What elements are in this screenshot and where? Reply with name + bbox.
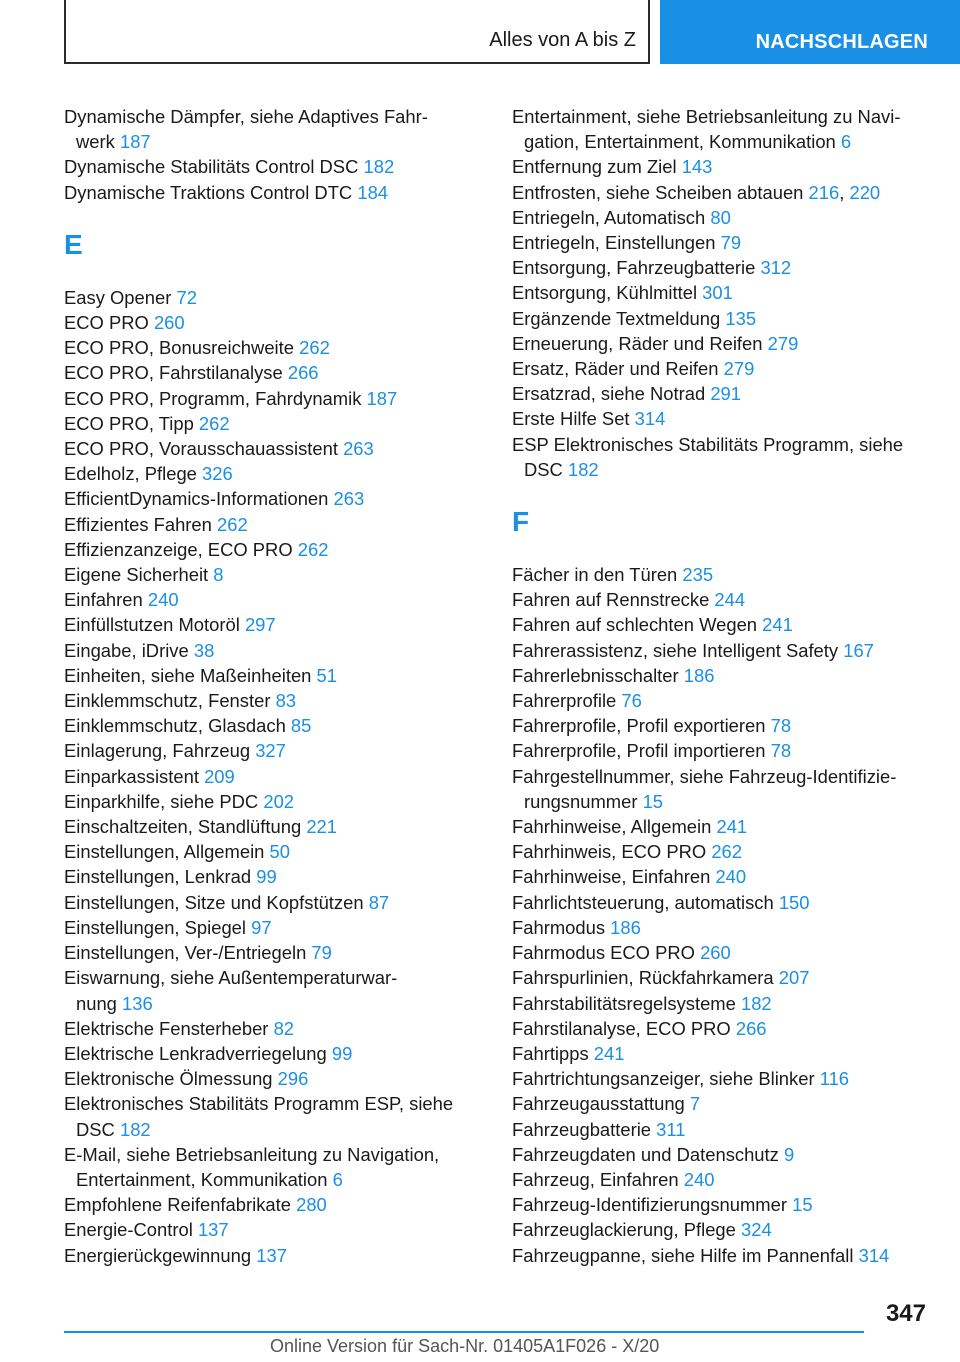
page-reference-link[interactable]: 182 bbox=[363, 156, 395, 178]
index-entry-term: Fahrstilanalyse, ECO PRO bbox=[512, 1017, 731, 1039]
page-reference-link[interactable]: 8 bbox=[213, 564, 224, 586]
index-entry-term: Effizientes Fahren bbox=[64, 513, 212, 535]
index-entry-term: Fahrmodus bbox=[512, 916, 606, 938]
index-entry-term: Eiswarnung, siehe Außentemperaturwar- bbox=[64, 967, 398, 989]
index-entry-term: Easy Opener bbox=[64, 286, 172, 308]
index-entry-term: EfficientDynamics-Informationen bbox=[64, 488, 329, 510]
index-entry bbox=[64, 663, 484, 688]
index-entry-term: Elektronische Ölmessung bbox=[64, 1068, 273, 1090]
page-reference-link[interactable]: 324 bbox=[741, 1219, 772, 1241]
index-entry bbox=[64, 180, 484, 205]
index-entry bbox=[64, 864, 484, 889]
index-entry bbox=[64, 154, 484, 179]
page-reference-link[interactable]: 262 bbox=[297, 538, 329, 560]
index-entry-term: Entsorgung, Fahrzeugbatterie bbox=[512, 257, 756, 279]
index-entry-term: Fahrerprofile bbox=[512, 690, 617, 712]
index-entry-term-continued: DSC bbox=[76, 1118, 115, 1140]
index-entry bbox=[64, 1243, 484, 1268]
page-reference-link[interactable]: 241 bbox=[762, 614, 793, 636]
page-reference-link[interactable]: 314 bbox=[634, 408, 666, 430]
page-reference-link[interactable]: 291 bbox=[710, 383, 742, 405]
index-entry bbox=[64, 537, 484, 562]
index-entry-term: Effizienzanzeige, ECO PRO bbox=[64, 538, 293, 560]
page-reference-link[interactable]: 15 bbox=[642, 790, 664, 812]
index-entry bbox=[64, 688, 484, 713]
section-title: Alles von A bis Z bbox=[489, 29, 636, 51]
index-entry: Entfrosten, siehe Scheiben abtauen 216, 220 bbox=[512, 181, 881, 203]
index-entry bbox=[64, 1192, 484, 1217]
index-entry-term: Fahrerassistenz, siehe Intelligent Safety bbox=[512, 639, 839, 661]
index-entry-term: Fahrzeugdaten und Datenschutz bbox=[512, 1143, 779, 1165]
index-entry bbox=[64, 1091, 484, 1141]
page-reference-link[interactable]: 220 bbox=[849, 181, 881, 203]
page-reference-link[interactable]: 327 bbox=[255, 740, 286, 762]
index-entry bbox=[512, 1117, 932, 1142]
page-reference-link[interactable]: 78 bbox=[770, 740, 792, 762]
page-reference-link[interactable]: 216 bbox=[808, 181, 840, 203]
page-reference-link[interactable]: 240 bbox=[715, 866, 747, 888]
index-entry bbox=[512, 965, 932, 990]
index-entry bbox=[64, 1217, 484, 1242]
page-reference-link[interactable]: 221 bbox=[306, 816, 338, 838]
page-reference-link[interactable]: 116 bbox=[819, 1068, 850, 1090]
header-chapter-tab[interactable] bbox=[660, 0, 960, 64]
page-reference-link[interactable]: 326 bbox=[202, 463, 233, 485]
page-reference-link[interactable]: 137 bbox=[256, 1244, 287, 1266]
index-entry bbox=[64, 839, 484, 864]
page-reference-link[interactable]: 51 bbox=[316, 664, 338, 686]
index-entry-term: ECO PRO, Tipp bbox=[64, 412, 194, 434]
index-entry bbox=[64, 638, 484, 663]
index-entry-term: Einklemmschutz, Glasdach bbox=[64, 715, 286, 737]
page-reference-link[interactable]: 167 bbox=[843, 639, 874, 661]
page-reference-link[interactable]: 15 bbox=[792, 1194, 813, 1216]
index-entry-term: Einheiten, siehe Maßeinheiten bbox=[64, 664, 312, 686]
footer-divider bbox=[64, 1331, 864, 1333]
index-entry bbox=[512, 915, 932, 940]
index-entry bbox=[512, 764, 932, 814]
index-entry-term: Dynamische Stabilitäts Control DSC bbox=[64, 156, 359, 178]
index-entry bbox=[512, 280, 932, 305]
page-reference-link[interactable]: 241 bbox=[716, 816, 748, 838]
page-number: 347 bbox=[885, 1300, 926, 1327]
index-entry bbox=[64, 562, 484, 587]
index-entry-term: Fahrgestellnummer, siehe Fahrzeug-Identifizie- bbox=[512, 765, 897, 787]
index-entry bbox=[512, 940, 932, 965]
index-entry-term: Entertainment, siehe Betriebsanleitung zu Navi- bbox=[512, 106, 901, 127]
index-entry-term: E-Mail, siehe Betriebsanleitung zu Navigation, bbox=[64, 1143, 440, 1165]
index-entry-term: Ersatzrad, siehe Notrad bbox=[512, 383, 706, 405]
index-entry-term: Entsorgung, Kühlmittel bbox=[512, 282, 698, 304]
index-letter: F bbox=[512, 506, 530, 538]
index-entry-term: Einstellungen, Lenkrad bbox=[64, 866, 252, 888]
index-entry bbox=[512, 1142, 932, 1167]
index-entry-term: Fahren auf Rennstrecke bbox=[512, 589, 710, 611]
index-entry bbox=[512, 1091, 932, 1116]
page-reference-link[interactable]: 314 bbox=[858, 1244, 890, 1266]
page-reference-link[interactable]: 209 bbox=[204, 765, 235, 787]
index-entry bbox=[64, 360, 484, 385]
page-reference-link[interactable]: 186 bbox=[610, 916, 641, 938]
index-entry bbox=[64, 713, 484, 738]
index-entry-term: Dynamische Dämpfer, siehe Adaptives Fahr- bbox=[64, 106, 428, 127]
page-reference-link[interactable]: 9 bbox=[783, 1143, 795, 1165]
page-reference-link[interactable]: 280 bbox=[296, 1194, 327, 1216]
index-entry-term-continued: gation, Entertainment, Kommunikation bbox=[524, 131, 836, 153]
page-reference-link[interactable]: 82 bbox=[273, 1017, 295, 1039]
index-entry bbox=[512, 890, 932, 915]
index-entry bbox=[64, 890, 484, 915]
page-reference-link[interactable]: 311 bbox=[656, 1118, 686, 1140]
page-reference-link[interactable]: 83 bbox=[275, 690, 297, 712]
page-reference-link[interactable]: 240 bbox=[683, 1168, 715, 1190]
index-entry bbox=[512, 406, 932, 431]
index-entry-term: Elektrische Lenkradverriegelung bbox=[64, 1042, 327, 1064]
index-entry bbox=[64, 1142, 484, 1192]
index-entry bbox=[64, 814, 484, 839]
index-entry-term: Energie-Control bbox=[64, 1219, 193, 1241]
index-entry bbox=[64, 411, 484, 436]
index-entry-term: Erneuerung, Räder und Reifen bbox=[512, 332, 763, 354]
index-entry bbox=[64, 965, 484, 1015]
page-reference-link[interactable]: 262 bbox=[711, 841, 742, 863]
page-reference-link[interactable]: 79 bbox=[720, 232, 742, 254]
index-entry bbox=[512, 331, 932, 356]
page-reference-link[interactable]: 87 bbox=[368, 891, 390, 913]
page-reference-link[interactable]: 85 bbox=[290, 715, 312, 737]
page-reference-link[interactable]: 136 bbox=[122, 992, 153, 1014]
page-reference-link[interactable]: 262 bbox=[299, 337, 330, 359]
index-entry bbox=[512, 839, 932, 864]
index-entry-term: Einlagerung, Fahrzeug bbox=[64, 740, 251, 762]
index-entry-term: Energierückgewinnung bbox=[64, 1244, 252, 1266]
index-entry bbox=[512, 864, 932, 889]
index-entry-term-continued: nung bbox=[76, 992, 117, 1014]
index-entry bbox=[64, 310, 484, 335]
index-entry bbox=[64, 512, 484, 537]
index-entry bbox=[512, 688, 932, 713]
index-entry-term: ECO PRO, Vorausschauassistent bbox=[64, 438, 338, 460]
index-entry bbox=[64, 764, 484, 789]
index-entry bbox=[64, 436, 484, 461]
index-entry bbox=[64, 386, 484, 411]
index-entry-term: Fahrzeuglackierung, Pflege bbox=[512, 1219, 736, 1241]
index-entry-term: Empfohlene Reifenfabrikate bbox=[64, 1194, 291, 1216]
index-entry-term: Fahrerprofile, Profil importieren bbox=[512, 740, 766, 762]
index-entry-term: ECO PRO, Fahrstilanalyse bbox=[64, 362, 283, 384]
index-entry-term: Einschaltzeiten, Standlüftung bbox=[64, 816, 302, 838]
page-reference-link[interactable]: 260 bbox=[700, 942, 731, 964]
index-entry-term: Fahrlichtsteuerung, automatisch bbox=[512, 891, 774, 913]
page-reference-link[interactable]: 143 bbox=[681, 156, 713, 178]
page-reference-link[interactable]: 182 bbox=[567, 458, 599, 480]
index-entry bbox=[512, 255, 932, 280]
index-entry-term: Fahrhinweis, ECO PRO bbox=[512, 841, 707, 863]
index-entry bbox=[512, 991, 932, 1016]
index-entry bbox=[64, 738, 484, 763]
index-entry-term: Eingabe, iDrive bbox=[64, 639, 189, 661]
index-entry-term: Fächer in den Türen bbox=[512, 564, 678, 586]
index-entry-term: Entriegeln, Automatisch bbox=[512, 206, 706, 228]
index-entry bbox=[512, 612, 932, 637]
index-entry-term: Einfüllstutzen Motoröl bbox=[64, 614, 240, 636]
page-reference-link[interactable]: 279 bbox=[767, 332, 799, 354]
index-entry bbox=[512, 1167, 932, 1192]
index-entry-term: Fahrzeug-Identifizierungsnummer bbox=[512, 1194, 787, 1216]
page-reference-link[interactable]: 263 bbox=[333, 488, 365, 510]
page-reference-link[interactable]: 301 bbox=[702, 282, 733, 304]
page-reference-link[interactable]: 266 bbox=[287, 362, 319, 384]
page-reference-link[interactable]: 182 bbox=[740, 992, 772, 1014]
page-reference-link[interactable]: 72 bbox=[176, 286, 197, 308]
index-entry-term: Fahrtipps bbox=[512, 1042, 589, 1064]
index-entry bbox=[512, 738, 932, 763]
index-entry bbox=[512, 587, 932, 612]
index-entry bbox=[512, 381, 932, 406]
page-reference-link[interactable]: 79 bbox=[311, 942, 332, 964]
index-entry bbox=[64, 285, 484, 310]
index-entry bbox=[64, 335, 484, 360]
page-reference-link[interactable]: 99 bbox=[256, 866, 277, 888]
page-reference-link[interactable]: 135 bbox=[725, 307, 757, 329]
index-entry bbox=[64, 1066, 484, 1091]
page-reference-link[interactable]: 182 bbox=[119, 1118, 151, 1140]
index-entry bbox=[512, 1041, 932, 1066]
index-entry-term: Edelholz, Pflege bbox=[64, 463, 197, 485]
index-entry-term: ECO PRO, Bonusreichweite bbox=[64, 337, 294, 359]
page-reference-link[interactable]: 7 bbox=[689, 1093, 701, 1115]
page-reference-link[interactable]: 235 bbox=[682, 564, 714, 586]
page-reference-link[interactable]: 150 bbox=[778, 891, 810, 913]
page-reference-link[interactable]: 312 bbox=[760, 257, 792, 279]
index-entry-term: Fahrhinweise, Allgemein bbox=[512, 816, 712, 838]
index-entry bbox=[512, 1192, 932, 1217]
index-entry-term: Fahrzeugpanne, siehe Hilfe im Pannenfall bbox=[512, 1244, 854, 1266]
page-reference-link[interactable]: 78 bbox=[770, 715, 792, 737]
index-entry-term-continued: rungsnummer bbox=[524, 790, 638, 812]
index-entry bbox=[512, 205, 932, 230]
index-entry-term: Ersatz, Räder und Reifen bbox=[512, 358, 719, 380]
index-entry bbox=[64, 915, 484, 940]
index-entry bbox=[64, 789, 484, 814]
index-entry-term: Fahrzeug, Einfahren bbox=[512, 1168, 679, 1190]
page-reference-link[interactable]: 99 bbox=[331, 1042, 353, 1064]
index-entry bbox=[512, 1066, 932, 1091]
index-entry bbox=[64, 1041, 484, 1066]
index-entry-term-continued: DSC bbox=[524, 458, 563, 480]
page-reference-link[interactable]: 186 bbox=[683, 664, 715, 686]
index-entry-term: Fahrstabilitätsregelsysteme bbox=[512, 992, 736, 1014]
index-entry-term: Einparkassistent bbox=[64, 765, 199, 787]
index-entry bbox=[64, 587, 484, 612]
index-entry bbox=[512, 663, 932, 688]
page-reference-link[interactable]: 241 bbox=[593, 1042, 625, 1064]
index-entry-term: Einstellungen, Allgemein bbox=[64, 841, 265, 863]
index-entry-term: Fahrhinweise, Einfahren bbox=[512, 866, 711, 888]
page-reference-link[interactable]: 6 bbox=[840, 131, 852, 153]
page-reference-link[interactable]: 137 bbox=[197, 1219, 229, 1241]
footer-text: Online Version für Sach-Nr. 01405A1F026 - X/20 bbox=[270, 1336, 660, 1356]
header-section-box bbox=[64, 0, 650, 64]
page-reference-link[interactable]: 262 bbox=[198, 412, 230, 434]
index-entry-term: Dynamische Traktions Control DTC bbox=[64, 181, 353, 203]
index-entry-term: Erste Hilfe Set bbox=[512, 408, 630, 430]
page-reference-link[interactable]: 184 bbox=[357, 181, 389, 203]
index-entry bbox=[512, 1016, 932, 1041]
index-entry-term: ESP Elektronisches Stabilitäts Programm, siehe bbox=[512, 433, 904, 455]
index-entry-term: Elektronisches Stabilitäts Programm ESP, siehe bbox=[64, 1093, 454, 1115]
index-entry bbox=[512, 1217, 932, 1242]
page-reference-link[interactable]: 279 bbox=[723, 358, 755, 380]
chapter-title: NACHSCHLAGEN bbox=[755, 31, 928, 53]
page-reference-link[interactable]: 296 bbox=[277, 1068, 309, 1090]
index-entry bbox=[64, 461, 484, 486]
page-reference-link[interactable]: 187 bbox=[119, 131, 151, 153]
index-entry bbox=[512, 713, 932, 738]
index-entry bbox=[64, 104, 484, 154]
page-reference-link[interactable]: 207 bbox=[778, 967, 810, 989]
index-entry-term: Eigene Sicherheit bbox=[64, 564, 209, 586]
index-entry-term: Fahrerprofile, Profil exportieren bbox=[512, 715, 766, 737]
index-entry-term: Fahrmodus ECO PRO bbox=[512, 942, 695, 964]
page-reference-link[interactable]: 97 bbox=[251, 916, 272, 938]
page-reference-link[interactable]: 80 bbox=[710, 206, 731, 228]
index-entry bbox=[512, 1243, 932, 1268]
page-reference-link[interactable]: 187 bbox=[366, 387, 398, 409]
index-entry bbox=[512, 154, 932, 179]
index-entry bbox=[512, 432, 932, 482]
index-entry-term: Einstellungen, Spiegel bbox=[64, 916, 246, 938]
index-entry bbox=[64, 1016, 484, 1041]
index-entry-term: Entfrosten, siehe Scheiben abtauen bbox=[512, 181, 804, 203]
index-entry-term: Einfahren bbox=[64, 589, 143, 611]
page-reference-link[interactable]: 202 bbox=[263, 790, 295, 812]
index-entry-term: Fahrzeugbatterie bbox=[512, 1118, 652, 1140]
index-entry-term: Fahrzeugausstattung bbox=[512, 1093, 685, 1115]
index-entry bbox=[64, 612, 484, 637]
index-entry bbox=[64, 486, 484, 511]
page-reference-link[interactable]: 266 bbox=[735, 1017, 767, 1039]
index-entry-term: Elektrische Fensterheber bbox=[64, 1017, 269, 1039]
index-entry-term: ECO PRO bbox=[64, 312, 149, 334]
index-entry bbox=[512, 230, 932, 255]
index-entry bbox=[64, 940, 484, 965]
index-entry bbox=[512, 562, 932, 587]
index-entry bbox=[512, 356, 932, 381]
index-entry-term: Fahrerlebnisschalter bbox=[512, 664, 679, 686]
index-column-left bbox=[64, 104, 484, 1268]
index-entry bbox=[512, 104, 932, 154]
page-reference-link[interactable]: 76 bbox=[621, 690, 642, 712]
index-entry-term: Fahren auf schlechten Wegen bbox=[512, 614, 758, 636]
index-entry-term: Einparkhilfe, siehe PDC bbox=[64, 790, 259, 812]
index-entry bbox=[512, 638, 932, 663]
page-reference-link[interactable]: 260 bbox=[153, 312, 185, 334]
page-reference-link[interactable]: 263 bbox=[343, 438, 374, 460]
index-letter: E bbox=[64, 228, 83, 260]
index-entry-term: Einklemmschutz, Fenster bbox=[64, 690, 271, 712]
index-entry-term-continued: Entertainment, Kommunikation bbox=[76, 1168, 328, 1190]
page-reference-link[interactable]: 6 bbox=[332, 1168, 343, 1190]
index-entry-term: Fahrtrichtungsanzeiger, siehe Blinker bbox=[512, 1068, 815, 1090]
index-entry-term-continued: werk bbox=[76, 131, 115, 153]
index-entry bbox=[512, 306, 932, 331]
index-entry-term: Einstellungen, Sitze und Kopfstützen bbox=[64, 891, 364, 913]
index-column-right bbox=[512, 104, 932, 1268]
index-entry bbox=[512, 814, 932, 839]
page-reference-link[interactable]: 240 bbox=[147, 589, 179, 611]
page-reference-link[interactable]: 38 bbox=[193, 639, 215, 661]
index-entry-term: Fahrspurlinien, Rückfahrkamera bbox=[512, 967, 774, 989]
page-reference-link[interactable]: 297 bbox=[244, 614, 276, 636]
page-reference-link[interactable]: 50 bbox=[269, 841, 290, 863]
index-entry-term: Entfernung zum Ziel bbox=[512, 156, 677, 178]
index-entry-term: Entriegeln, Einstellungen bbox=[512, 232, 716, 254]
page-reference-link[interactable]: 244 bbox=[714, 589, 746, 611]
index-entry-term: ECO PRO, Programm, Fahrdynamik bbox=[64, 387, 362, 409]
index-entry-term: Einstellungen, Ver-/Entriegeln bbox=[64, 942, 307, 964]
index-entry-term: Ergänzende Textmeldung bbox=[512, 307, 721, 329]
page-reference-link[interactable]: 262 bbox=[217, 513, 248, 535]
